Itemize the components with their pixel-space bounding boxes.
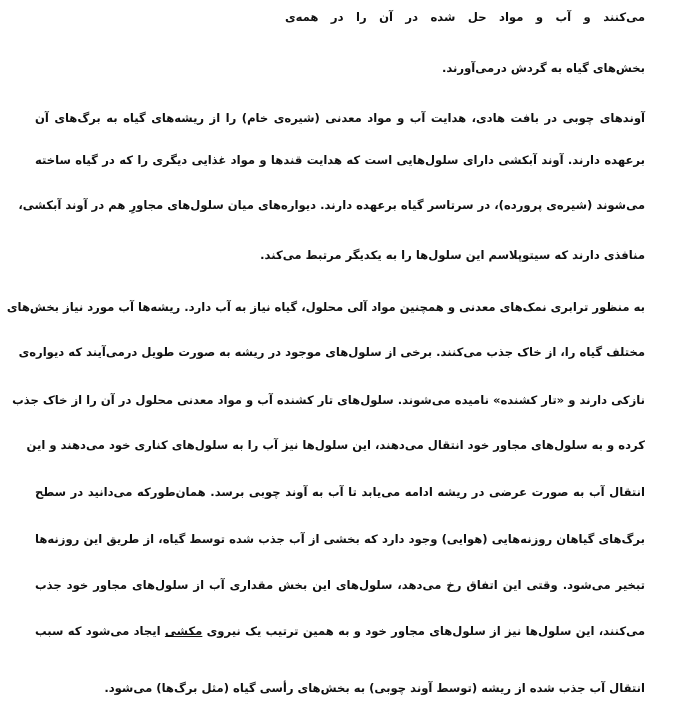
underlined-term: مکشی [164, 624, 203, 638]
text-line: برگ‌های گیاهان روزنه‌هایی (هوایی) وجود دارد که بخشی از آب جذب شده توسط گیاه، از طریق این روزنه‌ها [35, 532, 645, 546]
text-line: بخش‌های گیاه به گردش درمی‌آورند. [441, 61, 645, 75]
text-line: انتقال آب به صورت عرضی در ریشه ادامه می‌یابد تا آب به آوند چوبی برسد. همان‌طورکه می‌دانید در سطح [35, 485, 645, 499]
text-line: آوندهای چوبی در بافت هادی، هدایت آب و مواد معدنی (شیره‌ی خام) را از ریشه‌های گیاه به برگ‌های آن [35, 111, 645, 125]
text-span: می‌کنند، این سلول‌ها نیز از سلول‌های مجاور خود و به همین ترتیب یک نیروی [202, 624, 645, 638]
text-span: ایجاد می‌شود که سبب [35, 624, 165, 638]
text-line: می‌کنند و آب و مواد حل شده در آن را در همه‌ی [285, 10, 645, 24]
text-line: منافذی دارند که سیتوپلاسم این سلول‌ها را به یکدیگر مرتبط می‌کند. [260, 248, 645, 262]
text-line: به منظور ترابری نمک‌های معدنی و همچنین مواد آلی محلول، گیاه نیاز به آب دارد. ریشه‌ها آب مورد نیاز بخش‌های [6, 300, 645, 314]
text-line: می‌شوند (شیره‌ی پرورده)، در سرتاسر گیاه برعهده دارند. دیواره‌های میان سلول‌های مجاورِ هم در آوند آبکشی، [18, 198, 645, 212]
text-line: نازکی دارند و «تار کشنده» نامیده می‌شوند. سلول‌های تار کشنده آب و مواد معدنی محلول در آن را از خاک جذب [12, 393, 645, 407]
text-line: تبخیر می‌شود. وقتی این اتفاق رخ می‌دهد، سلول‌های این بخش مقداری آب از سلول‌های مجاور خود جذب [35, 578, 645, 592]
text-line: مختلف گیاه را، از خاک جذب می‌کنند. برخی از سلول‌های موجود در ریشه به صورت طویل درمی‌آیند که دیواره‌ی [18, 345, 645, 359]
text-line: انتقال آب جذب شده از ریشه (توسط آوند چوبی) به بخش‌های رأسی گیاه (مثل برگ‌ها) می‌شود. [104, 681, 645, 695]
text-line: کرده و به سلول‌های مجاور خود انتقال می‌دهند، این سلول‌ها نیز آب را به سلول‌های کناری خود می‌دهند و این [26, 438, 645, 452]
text-line [35, 622, 645, 640]
text-line: برعهده دارند. آوند آبکشی دارای سلول‌هایی است که هدایت قندها و مواد غذایی دیگری را که در گیاه ساخته [35, 153, 645, 167]
